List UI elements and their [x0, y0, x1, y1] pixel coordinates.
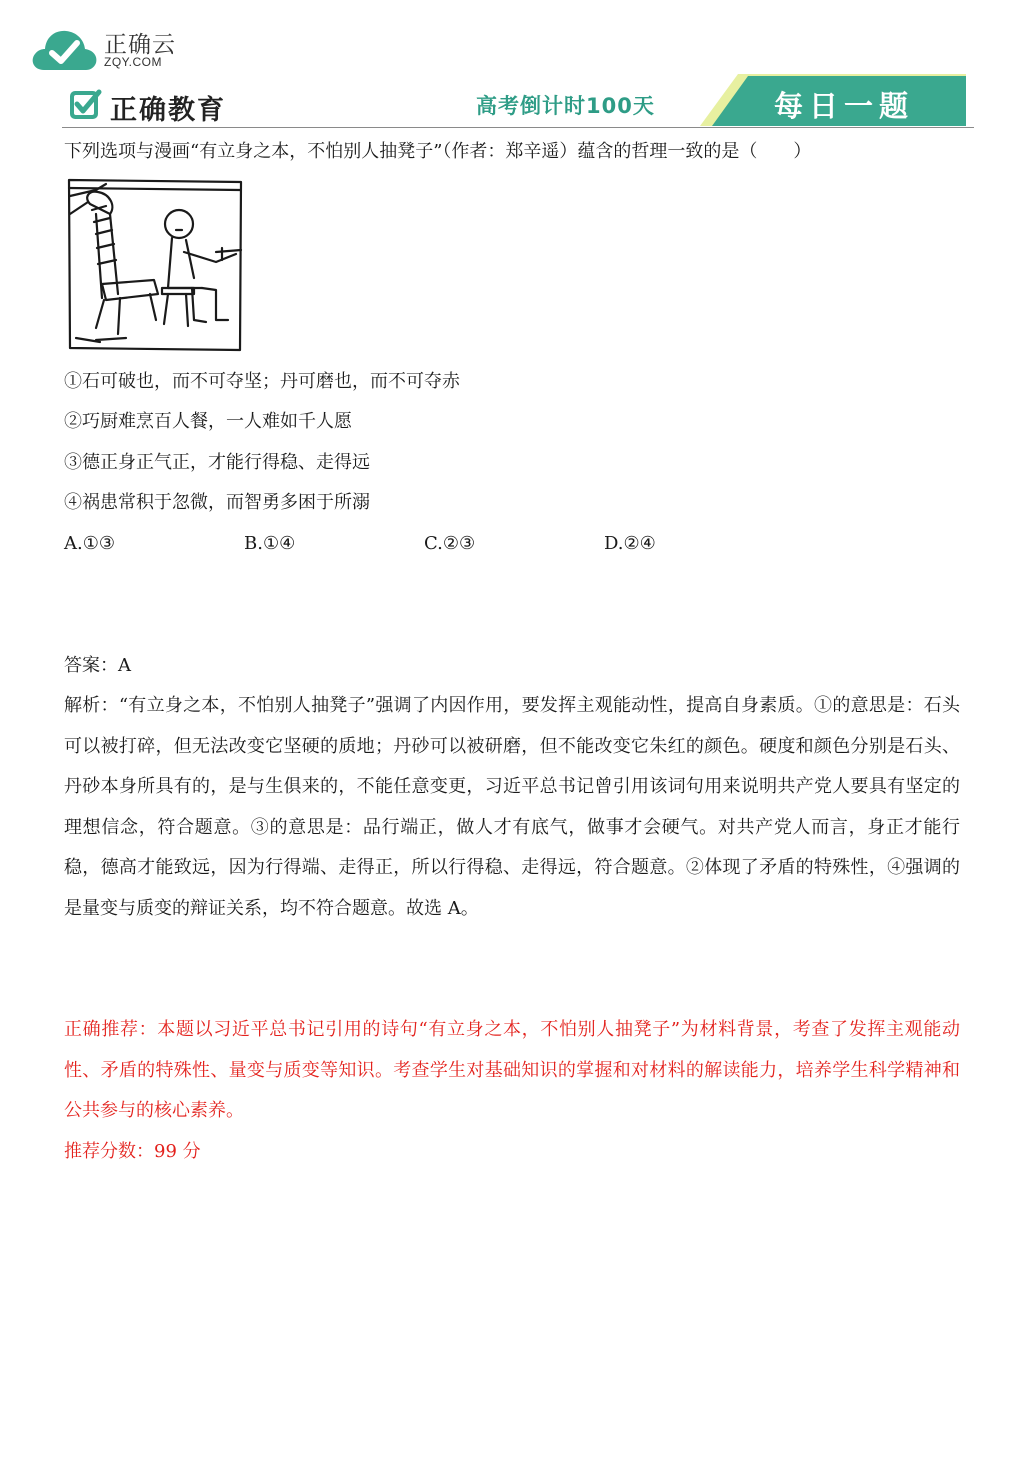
- header-divider: [62, 127, 974, 128]
- choice-d: D.②④: [604, 533, 656, 554]
- option-2: ②巧厨难烹百人餐，一人难如千人愿: [64, 411, 352, 432]
- choice-c: C.②③: [424, 533, 476, 554]
- countdown-label: 高考倒计时100天: [476, 94, 655, 118]
- option-3: ③德正身正气正，才能行得稳、走得远: [64, 452, 370, 473]
- option-1: ①石可破也，而不可夺坚；丹可磨也，而不可夺赤: [64, 371, 460, 392]
- comic-illustration: [66, 178, 246, 354]
- answer-line: 答案：A: [64, 655, 131, 676]
- choice-b: B.①④: [244, 533, 296, 554]
- recommendation-paragraph: 正确推荐：本题以习近平总书记引用的诗句“有立身之本，不怕别人抽凳子”为材料背景，考查了发挥主观能动性、矛盾的特殊性、量变与质变等知识。考查学生对基础知识的掌握和对材料的解读能力，培养学生科学精神和公共参与的核心素养。: [64, 1019, 960, 1122]
- recommendation-score: 推荐分数：99 分: [64, 1141, 201, 1162]
- daily-question-label: 每日一题: [774, 89, 915, 123]
- option-4: ④祸患常积于忽微，而智勇多困于所溺: [64, 492, 370, 513]
- brand-title: 正确教育: [110, 95, 226, 126]
- checkmark-icon: [68, 89, 102, 123]
- cloud-logo-icon: [30, 24, 100, 74]
- question-stem: 下列选项与漫画“有立身之本，不怕别人抽凳子”（作者：郑辛遥）蕴含的哲理一致的是（ ）: [64, 141, 812, 162]
- analysis-paragraph: 解析：“有立身之本，不怕别人抽凳子”强调了内因作用，要发挥主观能动性，提高自身素质。①的意思是：石头可以被打碎，但无法改变它坚硬的质地；丹砂可以被研磨，但不能改变它朱红的颜色。硬度和颜色分别是石头、丹砂本身所具有的，是与生俱来的，不能任意变更，习近平总书记曾引用该词句用来说明共产党人要具有坚定的理想信念，符合题意。③的意思是：品行端正，做人才有底气，做事才会硬气。对共产党人而言，身正才能行稳，德高才能致远，因为行得端、走得正，所以行得稳、走得远，符合题意。②体现了矛盾的特殊性，④强调的是量变与质变的辩证关系，均不符合题意。故选 A。: [64, 695, 960, 919]
- logo-name: 正确云: [104, 32, 176, 58]
- choice-a: A.①③: [64, 533, 115, 554]
- logo-domain: ZQY.COM: [104, 55, 162, 69]
